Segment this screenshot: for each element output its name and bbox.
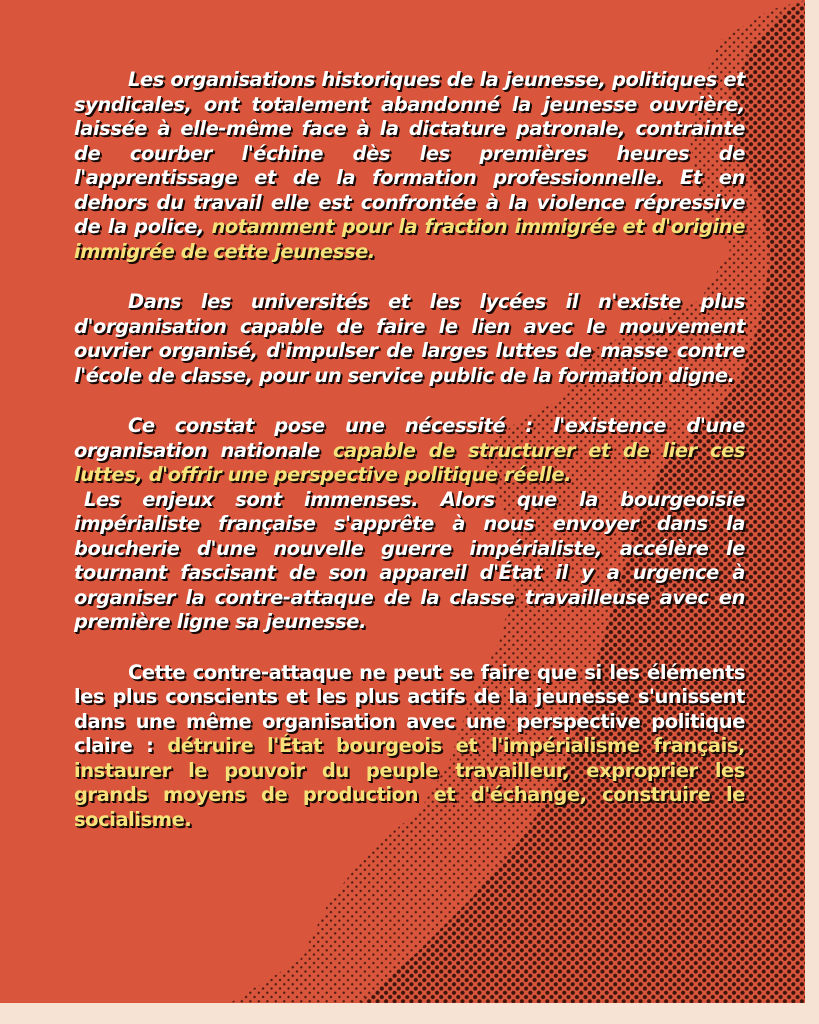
- paragraph-3-highlight: capable de structurer et de lier ces luttes, d'offrir une perspective politique réelle.: [74, 438, 746, 486]
- paragraph-3: [74, 414, 745, 488]
- paragraph-1-text: Les organisations historiques de la jeunesse, politiques et syndicales, ont totalement abandonné la jeunesse ouvrière, laissée à elle-même face à la dictature patronale, contrainte de courber l'échine dès les premières heures de l'apprentissage et de la formation professionnelle. Et en dehors du travail elle est confrontée à la violence répressive de la police,: [74, 68, 745, 238]
- main-text: [74, 68, 745, 858]
- paragraph-4-text: Les enjeux sont immenses. Alors que la bourgeoisie impérialiste française s'apprête à nous envoyer dans la boucherie d'une nouvelle guerre impérialiste, accélère le tournant fascisant de son appareil d'État il y a urgence à organiser la contre-attaque de la classe travailleuse avec en première ligne sa jeunesse.: [74, 487, 745, 633]
- paragraph-1-highlight: notamment pour la fraction immigrée et d'origine immigrée de cette jeunesse.: [74, 215, 745, 263]
- paragraph-2-text: Dans les universités et les lycées il n'existe plus d'organisation capable de faire le lien avec le mouvement ouvrier organisé, d'impulser de larges luttes de masse contre l'école de classe, pour un service public de la formation digne.: [74, 290, 745, 387]
- paragraph-2: [74, 290, 745, 388]
- paragraph-3-text: Ce constat pose une nécessité : l'existence d'une organisation nationale: [74, 414, 745, 462]
- paragraph-5-highlight: détruire l'État bourgeois et l'impérialisme français, instaurer le pouvoir du peuple travailleur, exproprier les grands moyens de production et d'échange, construire le socialisme.: [74, 734, 745, 831]
- paragraph-5-text: Cette contre-attaque ne peut se faire que si les éléments les plus conscients et les plus actifs de la jeunesse s'unissent dans une même organisation avec une perspective politique claire :: [74, 660, 745, 757]
- paragraph-5: [74, 661, 745, 833]
- paragraph-4: [74, 488, 745, 635]
- paragraph-1: [74, 68, 745, 264]
